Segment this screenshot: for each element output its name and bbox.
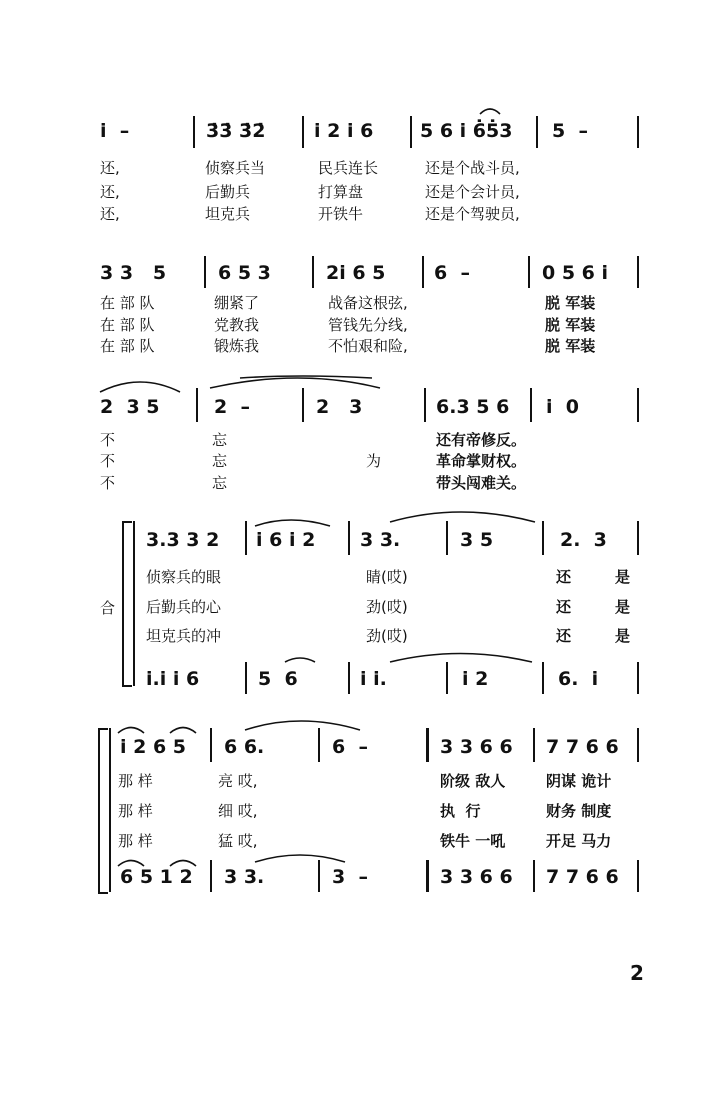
lyric: 在 部 队 bbox=[100, 337, 155, 355]
lyric: 在 部 队 bbox=[100, 316, 155, 334]
lyric: 那 样 bbox=[118, 832, 153, 850]
notes-measure: i i. bbox=[360, 668, 387, 690]
lyric: 那 样 bbox=[118, 772, 153, 790]
lyric: 开铁牛 bbox=[318, 205, 364, 223]
notes-measure: 2 – bbox=[214, 396, 250, 418]
slur bbox=[100, 382, 180, 392]
notes-measure: 5 – bbox=[552, 120, 588, 142]
notes-measure: i 0 bbox=[546, 396, 579, 418]
lyric: 坦克兵 bbox=[205, 205, 251, 223]
slur bbox=[118, 861, 144, 867]
part-label: 合 bbox=[100, 599, 116, 617]
lyric: 是 bbox=[615, 598, 631, 616]
lyric: 管钱先分线, bbox=[328, 316, 408, 334]
notes-measure: i.i i 6 bbox=[146, 668, 200, 690]
lyric: 忘 bbox=[212, 474, 228, 492]
slur bbox=[285, 658, 315, 662]
notes-measure: i 6 i 2 bbox=[256, 529, 316, 551]
lyric: 民兵连长 bbox=[318, 159, 379, 177]
lyric: 不怕艰和险, bbox=[328, 337, 408, 355]
lyric: 还是个会计员, bbox=[425, 183, 520, 201]
notes-measure: 3 3 6 6 bbox=[440, 866, 513, 888]
lyric: 还, bbox=[100, 183, 120, 201]
notes-measure: 2 3 bbox=[316, 396, 363, 418]
notes-measure: 3 5 bbox=[460, 529, 494, 551]
notes-measure: 6.3 5 6 bbox=[436, 396, 510, 418]
lyric: 革命掌财权。 bbox=[436, 452, 527, 470]
notes-measure: 6 – bbox=[434, 262, 470, 284]
notes-measure: 7 7 6 6 bbox=[546, 866, 619, 888]
notes-measure: 3 3 5 bbox=[100, 262, 167, 284]
lyric: 开足 马力 bbox=[546, 832, 612, 850]
lyric: 脱 军装 bbox=[545, 337, 596, 355]
lyric: 忘 bbox=[212, 452, 228, 470]
slur bbox=[390, 654, 532, 663]
lyric: 还, bbox=[100, 159, 120, 177]
notes-measure: 2i 6 5 bbox=[326, 262, 386, 284]
lyric: 脱 军装 bbox=[545, 294, 596, 312]
lyric: 是 bbox=[615, 568, 631, 586]
lyric: 侦察兵的眼 bbox=[146, 568, 222, 586]
lyric: 不 bbox=[100, 452, 116, 470]
lyric: 财务 制度 bbox=[546, 802, 612, 820]
notes-measure: i 2 bbox=[462, 668, 489, 690]
lyric: 不 bbox=[100, 474, 116, 492]
lyric: 党教我 bbox=[214, 316, 260, 334]
notes-measure: 2 3 5 bbox=[100, 396, 160, 418]
notes-measure: 6 6. bbox=[224, 736, 265, 758]
notes-measure: 3.3 3 2 bbox=[146, 529, 220, 551]
lyric: 脱 军装 bbox=[545, 316, 596, 334]
slur bbox=[170, 728, 196, 734]
lyric: 睛(哎) bbox=[366, 568, 408, 586]
notes-measure: 7 7 6 6 bbox=[546, 736, 619, 758]
lyric: 还 bbox=[556, 568, 572, 586]
lyric: 还是个驾驶员, bbox=[425, 205, 520, 223]
lyric: 劲(哎) bbox=[366, 627, 408, 645]
notes-measure: 6 5 1 2 bbox=[120, 866, 193, 888]
notes-measure: 6 5 3 bbox=[218, 262, 271, 284]
notes-measure: 0 5 6 i bbox=[542, 262, 609, 284]
lyric: 亮 哎, bbox=[218, 772, 258, 790]
notes-measure: 6 – bbox=[332, 736, 368, 758]
lyric: 忘 bbox=[212, 431, 228, 449]
notes-measure: 3̇3̇ 3̇2̇ bbox=[206, 120, 266, 142]
lyric: 劲(哎) bbox=[366, 598, 408, 616]
lyric: 锻炼我 bbox=[214, 337, 260, 355]
lyric: 为 bbox=[366, 452, 382, 470]
lyric: 坦克兵的冲 bbox=[146, 627, 222, 645]
lyric: 打算盘 bbox=[318, 183, 364, 201]
lyric: 后勤兵的心 bbox=[146, 598, 222, 616]
notes-measure: 3 – bbox=[332, 866, 368, 888]
lyric: 后勤兵 bbox=[205, 183, 251, 201]
lyric: 细 哎, bbox=[218, 802, 258, 820]
slur bbox=[210, 378, 380, 388]
page-number: 2 bbox=[630, 961, 644, 985]
slur bbox=[118, 728, 144, 734]
lyric: 还 bbox=[556, 627, 572, 645]
notes-measure: 3 3 6 6 bbox=[440, 736, 513, 758]
notes-measure: 5 6 bbox=[258, 668, 298, 690]
notes-measure: 5 6 i 6̇5̇3 bbox=[420, 120, 513, 142]
lyric: 阶级 敌人 bbox=[440, 772, 506, 790]
lyric: 猛 哎, bbox=[218, 832, 258, 850]
lyric: 阴谋 诡计 bbox=[546, 772, 612, 790]
notes-measure: 6. i bbox=[558, 668, 599, 690]
notes-measure: 2. 3 bbox=[560, 529, 607, 551]
lyric: 还是个战斗员, bbox=[425, 159, 520, 177]
lyric: 不 bbox=[100, 431, 116, 449]
lyric: 还, bbox=[100, 205, 120, 223]
lyric: 还 bbox=[556, 598, 572, 616]
lyric: 是 bbox=[615, 627, 631, 645]
lyric: 那 样 bbox=[118, 802, 153, 820]
lyric: 执 行 bbox=[440, 802, 481, 820]
lyric: 绷紧了 bbox=[214, 294, 260, 312]
lyric: 铁牛 一吼 bbox=[440, 832, 506, 850]
slur bbox=[170, 861, 196, 867]
notes-measure: 3 3. bbox=[224, 866, 265, 888]
slur bbox=[480, 109, 500, 114]
slur bbox=[255, 855, 345, 862]
lyric: 战备这根弦, bbox=[328, 294, 408, 312]
lyric: 侦察兵当 bbox=[205, 159, 266, 177]
notes-measure: i 2 i 6 bbox=[314, 120, 374, 142]
lyric: 在 部 队 bbox=[100, 294, 155, 312]
lyric: 还有帝修反。 bbox=[436, 431, 527, 449]
slur bbox=[245, 721, 360, 730]
notes-measure: 3 3. bbox=[360, 529, 401, 551]
lyric: 带头闯难关。 bbox=[436, 474, 527, 492]
slur bbox=[390, 512, 535, 522]
notes-measure: i 2 6 5 bbox=[120, 736, 187, 758]
notes-measure: i – bbox=[100, 120, 130, 142]
slur bbox=[255, 520, 330, 526]
